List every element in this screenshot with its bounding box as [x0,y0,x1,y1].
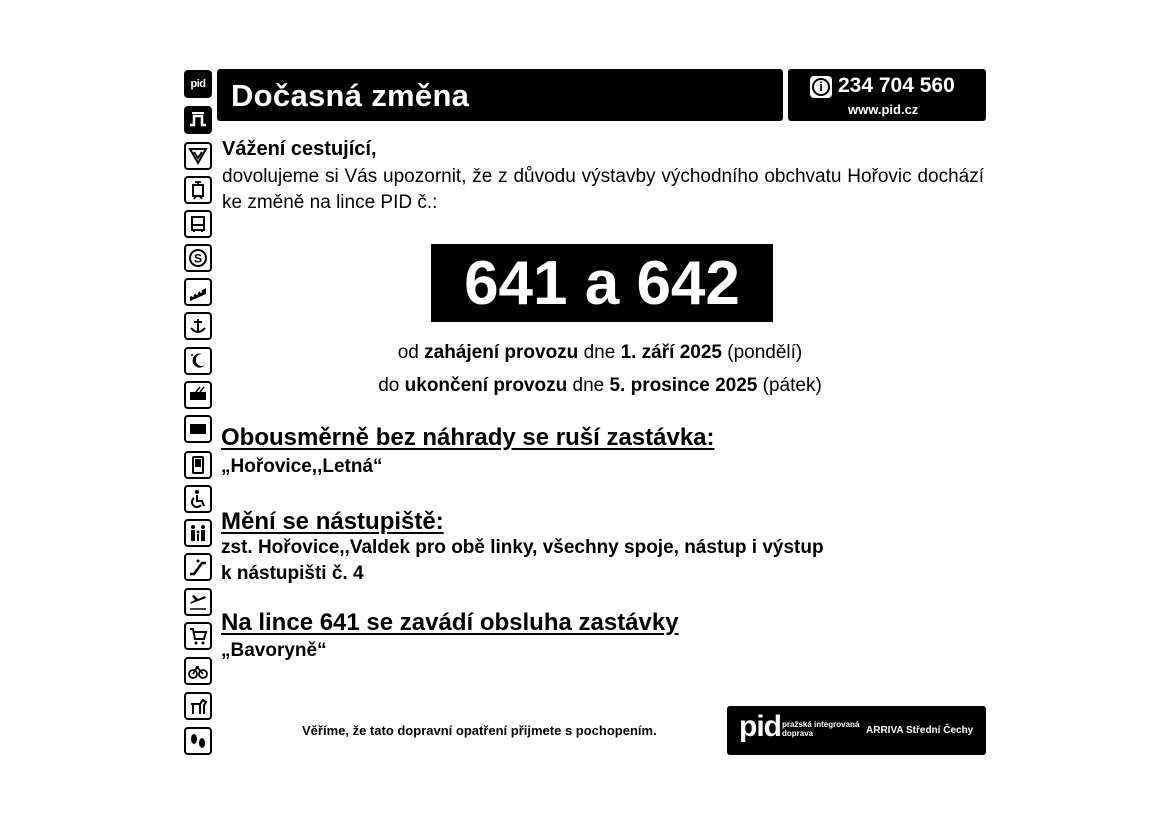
dog-icon [184,692,212,720]
regional-bus-icon [184,415,212,443]
info-icon: i [810,76,832,98]
logo-pid: pid [739,710,781,743]
operator-name: ARRIVA Střední Čechy [866,725,974,736]
footer-text: Věříme, že tato dopravní opatření přijmete s pochopením. [302,723,657,738]
wheelchair-icon [184,485,212,513]
train-icon [184,106,212,134]
page-title: Dočasná změna [231,78,470,113]
info-box [788,69,986,121]
family-icon [184,519,212,547]
info-phone: 234 704 560 [838,74,955,97]
intro-text: dovolujeme si Vás upozornit, že z důvodu výstavby východního obchvatu Hořovic dochází ke změně na lince PID č.: [222,166,984,213]
section3-heading: Na lince 641 se zavádí obsluha zastávky [221,609,679,636]
bicycle-icon [184,657,212,685]
metro-icon [184,142,212,170]
period-to: do ukončení provozu dne 5. prosince 2025 (pátek) [378,375,822,396]
salutation: Vážení cestující, [222,138,377,160]
section2-line1: zst. Hořovice,,Valdek pro obě linky, všechny spoje, nástup i výstup [221,537,824,558]
tram-icon [184,176,212,204]
phone-icon [184,451,212,479]
escalator-icon [184,553,212,581]
footer-logo [727,706,986,755]
section2-line2: k nástupišti č. 4 [221,563,364,584]
airport-icon [184,588,212,616]
pid-logo-icon: pid [184,70,212,98]
footsteps-icon [184,727,212,755]
section1-text: „Hořovice,,Letná“ [221,456,383,477]
logo-subtitle: pražská integrovaná doprava [782,720,860,738]
period-from: od zahájení provozu dne 1. září 2025 (pondělí) [397,342,803,363]
trolleybus-icon [184,381,212,409]
s-train-icon [184,244,212,272]
line-numbers: 641 a 642 [431,244,773,322]
funicular-icon [184,278,212,306]
section1-heading: Obousměrně bez náhrady se ruší zastávka: [221,424,715,451]
section2-heading: Mění se nástupiště: [221,508,444,535]
bus-icon [184,210,212,238]
info-web: www.pid.cz [848,102,919,117]
section3-text: „Bavoryně“ [221,640,327,661]
ferry-icon [184,312,212,340]
shopping-cart-icon [184,622,212,650]
night-icon [184,347,212,375]
header-bar [217,69,783,121]
svg-text:S: S [193,251,203,266]
